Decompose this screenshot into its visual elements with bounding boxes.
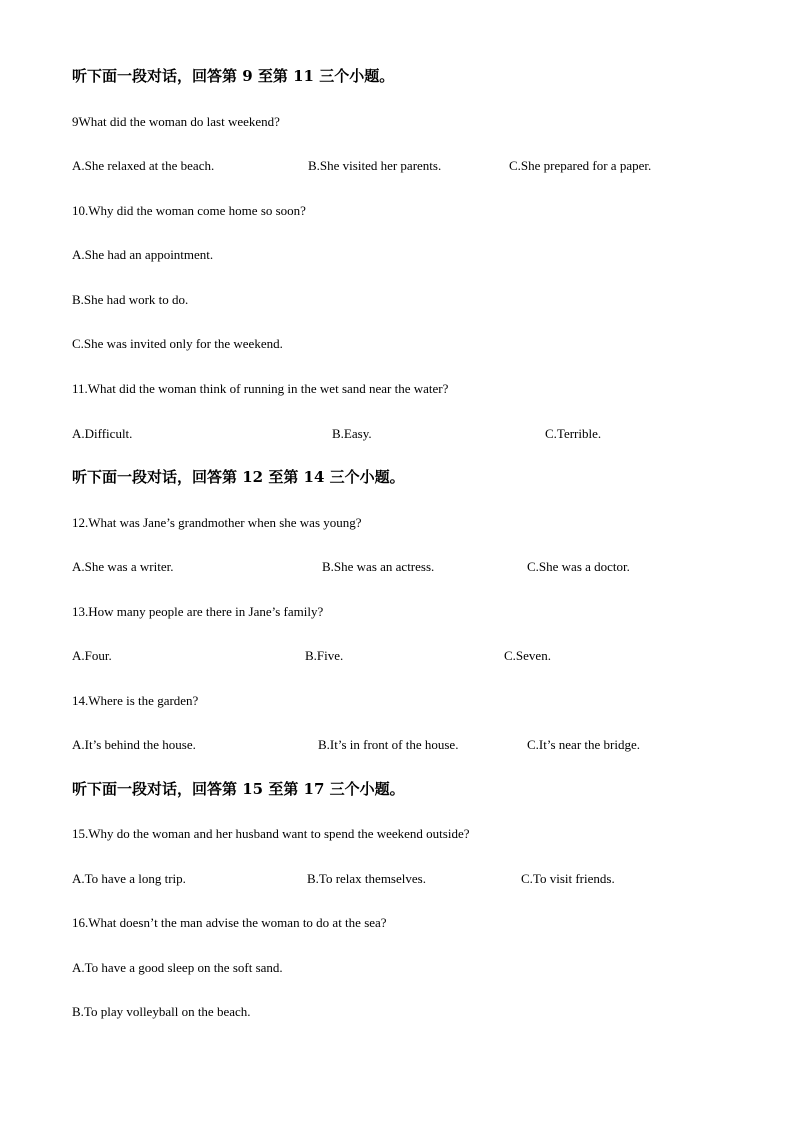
option-c: C.It’s near the bridge. bbox=[527, 737, 640, 752]
option-b: B.Easy. bbox=[332, 426, 372, 441]
option-c: C.Seven. bbox=[504, 648, 551, 663]
option-c: C.She prepared for a paper. bbox=[509, 158, 652, 173]
option-b: B.She visited her parents. bbox=[308, 158, 442, 173]
question-text: 11.What did the woman think of running in the wet sand near the water? bbox=[72, 381, 449, 396]
option-a: A.She relaxed at the beach. bbox=[72, 158, 215, 173]
option-b: B.It’s in front of the house. bbox=[318, 737, 459, 752]
option-a: A.She had an appointment. bbox=[72, 247, 214, 262]
section-heading: 听下面一段对话，回答第 15 至第 17 三个小题。 bbox=[72, 780, 405, 798]
question-text: 14.Where is the garden? bbox=[72, 693, 199, 708]
question-text: 10.Why did the woman come home so soon? bbox=[72, 203, 306, 218]
section-heading: 听下面一段对话，回答第 9 至第 11 三个小题。 bbox=[72, 67, 395, 85]
option-c: C.Terrible. bbox=[545, 426, 602, 441]
question-text: 15.Why do the woman and her husband want to spend the weekend outside? bbox=[72, 826, 470, 841]
option-c: C.She was a doctor. bbox=[527, 559, 630, 574]
option-c: C.To visit friends. bbox=[521, 871, 615, 886]
question-text: 12.What was Jane’s grandmother when she was young? bbox=[72, 515, 362, 530]
question-text: 16.What doesn’t the man advise the woman to do at the sea? bbox=[72, 915, 387, 930]
option-a: A.It’s behind the house. bbox=[72, 737, 196, 752]
option-a: A.Four. bbox=[72, 648, 112, 663]
option-a: A.Difficult. bbox=[72, 426, 133, 441]
option-b: B.She had work to do. bbox=[72, 292, 189, 307]
option-b: B.To relax themselves. bbox=[307, 871, 426, 886]
question-text: 13.How many people are there in Jane’s family? bbox=[72, 604, 324, 619]
option-c: C.She was invited only for the weekend. bbox=[72, 336, 283, 351]
option-b: B.To play volleyball on the beach. bbox=[72, 1004, 251, 1019]
option-a: A.To have a good sleep on the soft sand. bbox=[72, 960, 283, 975]
option-b: B.She was an actress. bbox=[322, 559, 435, 574]
option-b: B.Five. bbox=[305, 648, 344, 663]
section-heading: 听下面一段对话，回答第 12 至第 14 三个小题。 bbox=[72, 468, 405, 486]
option-a: A.To have a long trip. bbox=[72, 871, 186, 886]
option-a: A.She was a writer. bbox=[72, 559, 174, 574]
question-text: 9What did the woman do last weekend? bbox=[72, 114, 280, 129]
